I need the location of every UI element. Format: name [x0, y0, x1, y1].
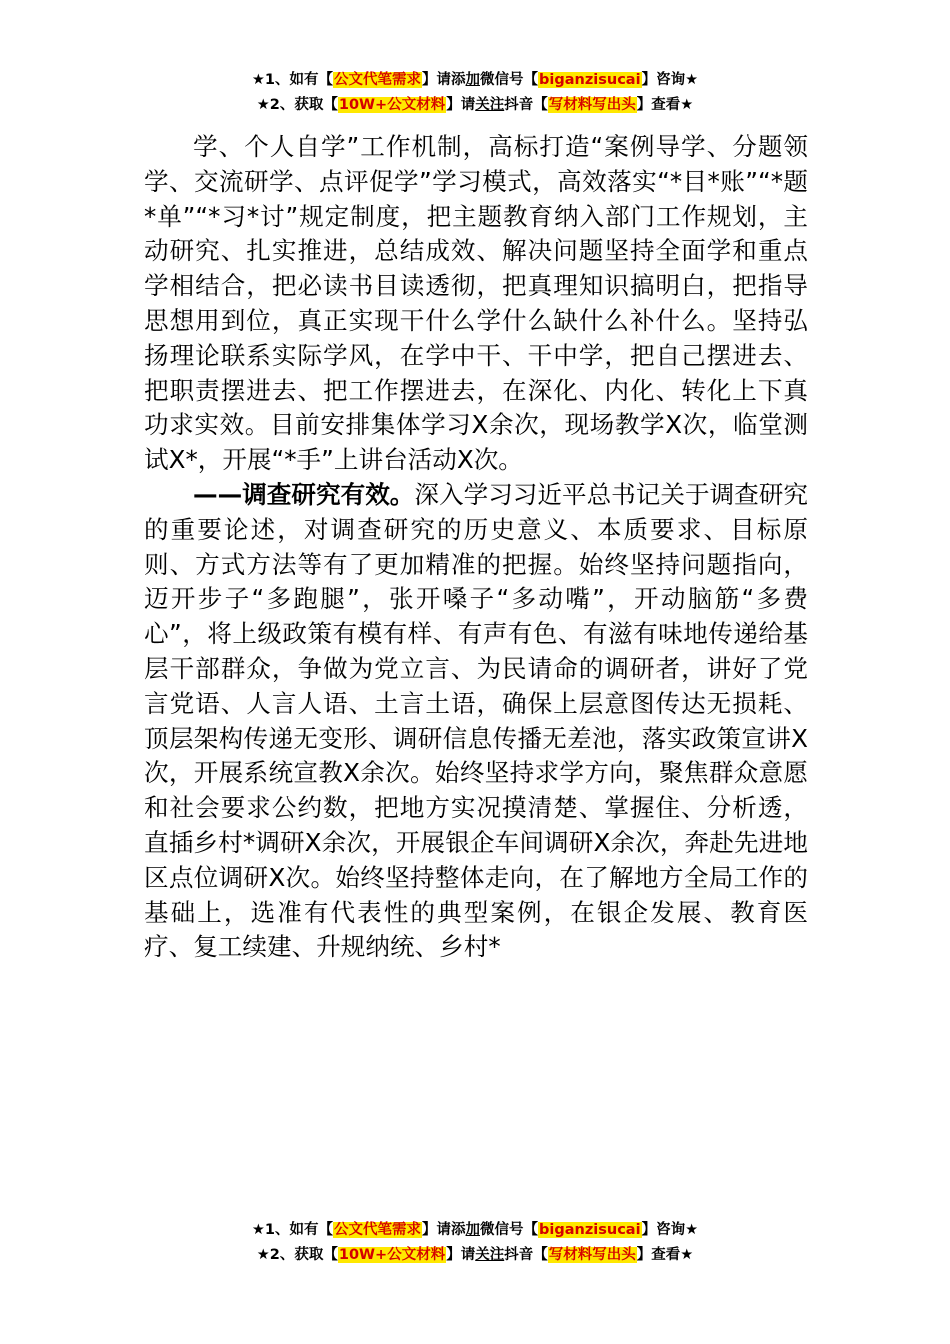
footer-highlight-douyin-id: 写材料写出头	[548, 1247, 636, 1263]
footer-line-2-suffix: 】查看★	[636, 1247, 694, 1263]
footer-line-2	[0, 1243, 950, 1268]
header-line-1	[0, 68, 950, 93]
header-line-1-suffix: 】咨询★	[641, 72, 699, 88]
paragraph-1: 学、个人自学”工作机制，高标打造“案例导学、分题领学、交流研学、点评促学”学习模式，高效落实“*目*账”“*题*单”“*习*讨”规定制度，把主题教育纳入部门工作规划，主动研究、扎实推进，总结成效、解决问题坚持全面学和重点学相结合，把必读书目读透彻，把真理知识搞明白，把指导思想用到位，真正实现干什么学什么缺什么补什么。坚持弘扬理论联系实际学风，在学中干、干中学，把自己摆进去、把职责摆进去、把工作摆进去，在深化、内化、转化上下真功求实效。目前安排集体学习X余次，现场教学X次，临堂测试X*，开展“*手”上讲台活动X次。	[144, 132, 808, 475]
document-body	[144, 130, 808, 965]
footer-banner	[0, 1218, 950, 1268]
footer-highlight-materials: 10W+公文材料	[338, 1247, 446, 1263]
header-line-2-text-2: 抖音【	[504, 97, 548, 113]
header-highlight-service: 公文代笔需求	[334, 72, 422, 88]
footer-line-1-text: 】请添	[422, 1222, 466, 1238]
footer-line-1	[0, 1218, 950, 1243]
header-line-2-suffix: 】查看★	[636, 97, 694, 113]
header-highlight-wechat-id: biganzisucai	[539, 72, 641, 88]
header-line-1-prefix: ★1、如有【	[251, 72, 334, 88]
footer-highlight-wechat-id: biganzisucai	[539, 1222, 641, 1238]
paragraph-2-heading: ——调查研究有效。	[193, 479, 415, 509]
header-line-1-text-2: 微信号【	[480, 72, 539, 88]
footer-line-2-text-2: 抖音【	[504, 1247, 548, 1263]
paragraph-2	[144, 478, 808, 965]
footer-line-1-prefix: ★1、如有【	[251, 1222, 334, 1238]
header-line-2-prefix: ★2、获取【	[256, 97, 338, 113]
header-line-2-underlined: 关注	[475, 97, 505, 113]
paragraph-2-body: 深入学习习近平总书记关于调查研究的重要论述，对调查研究的历史意义、本质要求、目标原则、方式方法等有了更加精准的把握。始终坚持问题指向，迈开步子“多跑腿”，张开嗓子“多动嘴”，开动脑筋“多费心”，将上级政策有模有样、有声有色、有滋有味地传递给基层干部群众，争做为党立言、为民请命的调研者，讲好了党言党语、人言人语、土言土语，确保上层意图传达无损耗、顶层架构传递无变形、调研信息传播无差池，落实政策宣讲X次，开展系统宣教X余次。始终坚持求学方向，聚焦群众意愿和社会要求公约数，把地方实况摸清楚、掌握住、分析透，直插乡村*调研X余次，开展银企车间调研X余次，奔赴先进地区点位调研X次。始终坚持整体走向，在了解地方全局工作的基础上，选准有代表性的典型案例，在银企发展、教育医疗、复工续建、升规纳统、乡村*	[144, 479, 808, 962]
header-line-2	[0, 93, 950, 118]
footer-line-1-underlined: 加	[465, 1222, 481, 1238]
footer-line-2-underlined: 关注	[475, 1247, 505, 1263]
header-line-1-underlined: 加	[465, 72, 481, 88]
header-highlight-douyin-id: 写材料写出头	[548, 97, 636, 113]
footer-highlight-service: 公文代笔需求	[334, 1222, 422, 1238]
header-line-2-text: 】请	[446, 97, 476, 113]
header-line-1-text: 】请添	[422, 72, 466, 88]
header-highlight-materials: 10W+公文材料	[338, 97, 446, 113]
footer-line-2-prefix: ★2、获取【	[256, 1247, 338, 1263]
footer-line-1-suffix: 】咨询★	[641, 1222, 699, 1238]
footer-line-2-text: 】请	[446, 1247, 476, 1263]
header-banner	[0, 68, 950, 118]
footer-line-1-text-2: 微信号【	[480, 1222, 539, 1238]
